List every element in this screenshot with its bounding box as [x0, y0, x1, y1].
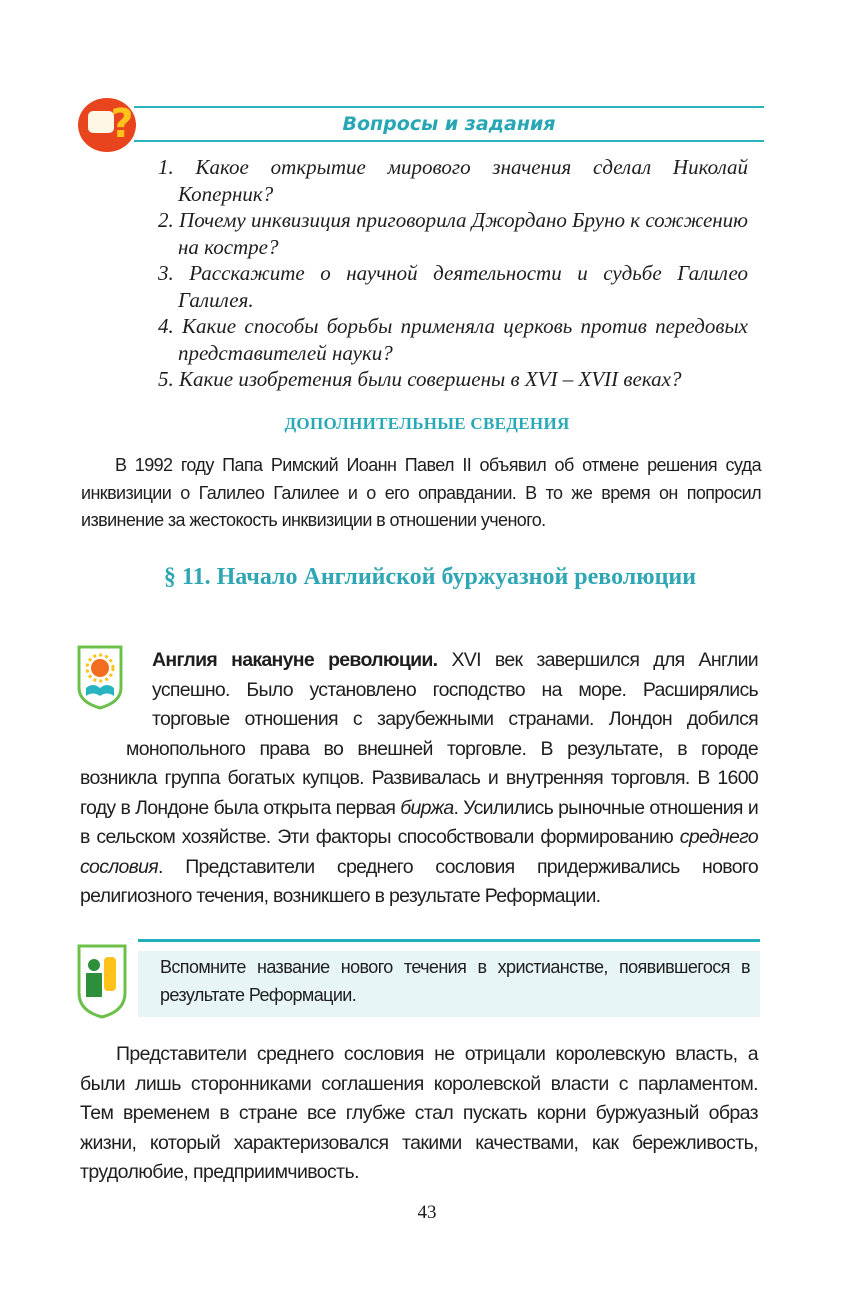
question-item: 5. Какие изобретения были совершены в XVI – XVII веках? [158, 367, 682, 391]
term-middle-class: среднего сословия [80, 826, 758, 878]
page-number: 43 [417, 1202, 437, 1223]
paragraph-middle-class: Представители среднего сословия не отрицали королевскую власть, а были лишь сторонниками соглашения королевской власти с парламентом. Тем временем в стране все глубже стал пускать корни буржуазный образ жизни, который характеризовался такими качествами, как бережливость, трудолюбие, предприимчивость. [80, 1043, 758, 1183]
header-divider-top [134, 106, 764, 108]
question-item: 4. Какие способы борьбы применяла церковь против передовых представителей науки? [158, 314, 748, 365]
paragraph-text: XVI век завершился для Англии успешно. Было установлено господство на море. Расширялись торговые отношения с зарубежными странами. Лондон добился монопольного права во внешней торговле. В результате, в городе возникла группа богатых купцов. Развивалась и внутренняя торговля. В 1600 году в Лондоне была открыта первая [80, 649, 758, 819]
paragraph-text: . Усилились рыночные отношения и в сельском хозяйстве. Эти факторы способствовали формированию [80, 796, 759, 848]
recall-box [76, 937, 760, 1021]
section-title: § 11. Начало Английской буржуазной революции [163, 564, 697, 590]
question-item: 2. Почему инквизиция приговорила Джордано Бруно к сожжению на костре? [158, 208, 748, 259]
thinking-person-icon [76, 943, 128, 1019]
question-item: 1. Какое открытие мирового значения сделал Николай Коперник? [158, 155, 748, 206]
recall-text: Вспомните название нового течения в христианстве, появившегося в результате Реформации. [160, 957, 750, 1005]
extra-info-text: В 1992 году Папа Римский Иоанн Павел II объявил об отмене решения суда инквизиции о Галилео Галилее и о его оправдании. В то же время он попросил извинение за жестокость инквизиции в отношении ученого. [81, 455, 761, 530]
extra-info-title: ДОПОЛНИТЕЛЬНЫЕ СВЕДЕНИЯ [284, 414, 570, 433]
questions-list [158, 154, 748, 393]
term-birzha: биржа [400, 796, 454, 819]
header-divider-bottom [134, 140, 764, 142]
question-bubble-icon: ? [78, 98, 136, 152]
question-item: 3. Расскажите о научной деятельности и судьбе Галилео Галилея. [158, 261, 748, 312]
paragraph-england [80, 646, 758, 912]
paragraph-text: . Представители среднего сословия придерживались нового религиозного течения, возникшего в результате Реформации. [80, 855, 758, 907]
paragraph-lead: Англия накануне революции. [152, 649, 438, 671]
recall-divider [138, 939, 760, 942]
questions-title: Вопросы и задания [342, 113, 556, 135]
questions-header [78, 96, 768, 154]
